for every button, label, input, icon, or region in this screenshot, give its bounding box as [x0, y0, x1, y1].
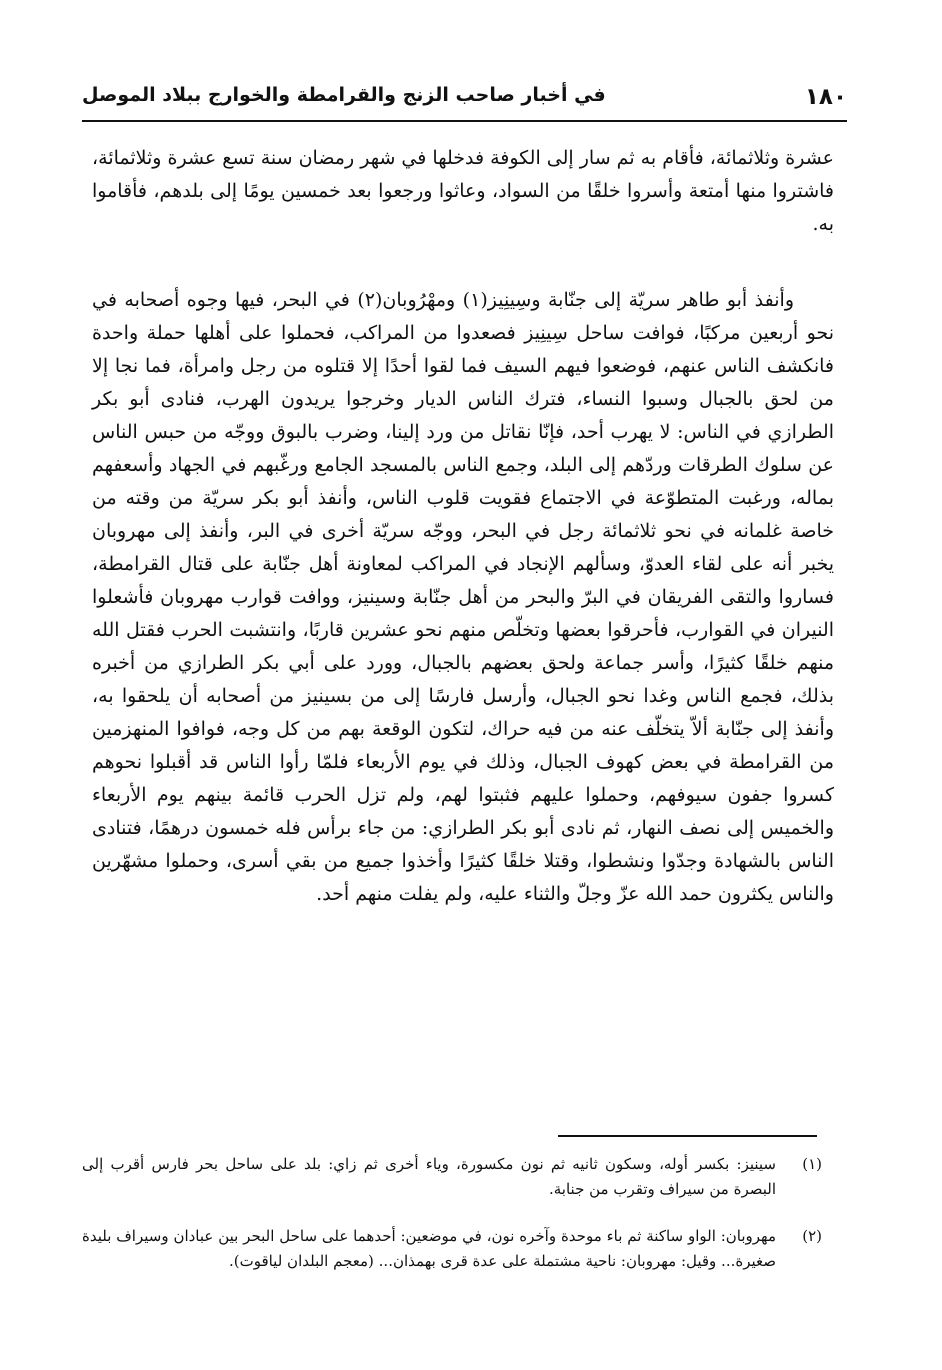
paragraph-text: عشرة وثلاثمائة، فأقام به ثم سار إلى الكوفة فدخلها في شهر رمضان سنة تسع عشرة وثلاثمائة، فاشتروا منها أمتعة وأسروا خلقًا من السواد، وعاثوا ورجعوا بعد خمسين يومًا إلى بلدهم، فأقاموا به.: [92, 147, 834, 235]
running-title: في أخبار صاحب الزنج والقرامطة والخوارج ببلاد الموصل: [82, 84, 606, 106]
footnote-2: [82, 1224, 822, 1274]
footnote-text: مهروبان: الواو ساكنة ثم باء موحدة وآخره نون، في موضعين: أحدهما على ساحل البحر بين عبادان وسيراف بليدة صغيرة... وقيل: مهروبان: ناحية مشتملة على عدة قرى بهمذان... (معجم البلدان لياقوت).: [82, 1227, 776, 1270]
body-paragraph-1: [92, 142, 834, 241]
footnote-number: (١): [802, 1155, 822, 1173]
footnote-separator: [558, 1135, 817, 1137]
body-paragraph-2: [92, 284, 834, 911]
footnote-number: (٢): [802, 1227, 822, 1245]
footnote-1: [82, 1152, 822, 1202]
footnote-text: سينيز: بكسر أوله، وسكون ثانيه ثم نون مكسورة، وياء أخرى ثم زاي: بلد على ساحل بحر فارس أقرب إلى البصرة من سيراف وتقرب من جنابة.: [82, 1155, 776, 1198]
paragraph-text: وأنفذ أبو طاهر سريّة إلى جنّابة وسِينِيز(١) ومهْرُوبان(٢) في البحر، فيها وجوه أصحابه في نحو أربعين مركبًا، فوافت ساحل سِينِيز فصعدوا من المراكب، فحملوا على أهلها حملة واحدة فانكشف الناس عنهم، فوضعوا فيهم السيف فما لقوا أحدًا إلا قتلوه من رجل وامرأة، فما نجا إلا من لحق بالجبال وسبوا النساء، فترك الناس الديار وخرجوا يريدون الهرب، فنادى أبو بكر الطرازي في الناس: لا يهرب أحد، فإنّا نقاتل من ورد إلينا، وضرب بالبوق ووجّه من حبس الناس عن سلوك الطرقات وردّهم إلى البلد، وجمع الناس بالمسجد الجامع ورغّبهم في الجهاد وأسعفهم بماله، ورغبت المتطوّعة في الاجتماع فقويت قلوب الناس، وأنفذ أبو بكر سريّة من وقته من خاصة غلمانه في نحو ثلاثمائة رجل في البحر، ووجّه سريّة أخرى في البر، وأنفذ إلى مهروبان يخبر أنه على لقاء العدوّ، وسألهم الإنجاد في المراكب لمعاونة أهل جنّابة على قتال القرامطة، فساروا والتقى الفريقان في البرّ والبحر من أهل جنّابة وسينيز، ووافت قوارب مهروبان فأشعلوا النيران في القوارب، فأحرقوا بعضها وتخلّص منهم نحو عشرين قاربًا، وانتشبت الحرب فقتل الله منهم خلقًا كثيرًا، وأسر جماعة ولحق بعضهم بالجبال، وورد على أبي بكر الطرازي من أخبره بذلك، فجمع الناس وغدا نحو الجبال، وأرسل فارسًا إلى من بسينيز من أصحابه أن يلحقوا به، وأنفذ إلى جنّابة ألاّ يتخلّف عنه من فيه حراك، لتكون الوقعة بهم من كل وجه، فوافوا المنهزمين من القرامطة في بعض كهوف الجبال، وذلك في يوم الأربعاء فلمّا رأوا الناس قد أقبلوا نحوهم كسروا جفون سيوفهم، وحملوا عليهم فثبتوا لهم، ولم تزل الحرب قائمة بينهم يوم الأربعاء والخميس إلى نصف النهار، ثم نادى أبو بكر الطرازي: من جاء برأس فله خمسون درهمًا، فتنادى الناس بالشهادة وجدّوا ونشطوا، وقتلا خلقًا كثيرًا وأخذوا جميع من بقي أسرى، وحملوا مشهّرين والناس يكثرون حمد الله عزّ وجلّ والثناء عليه، ولم يفلت منهم أحد.: [92, 289, 834, 905]
page-header: [82, 76, 847, 122]
page-number: ١٨٠: [804, 84, 847, 110]
